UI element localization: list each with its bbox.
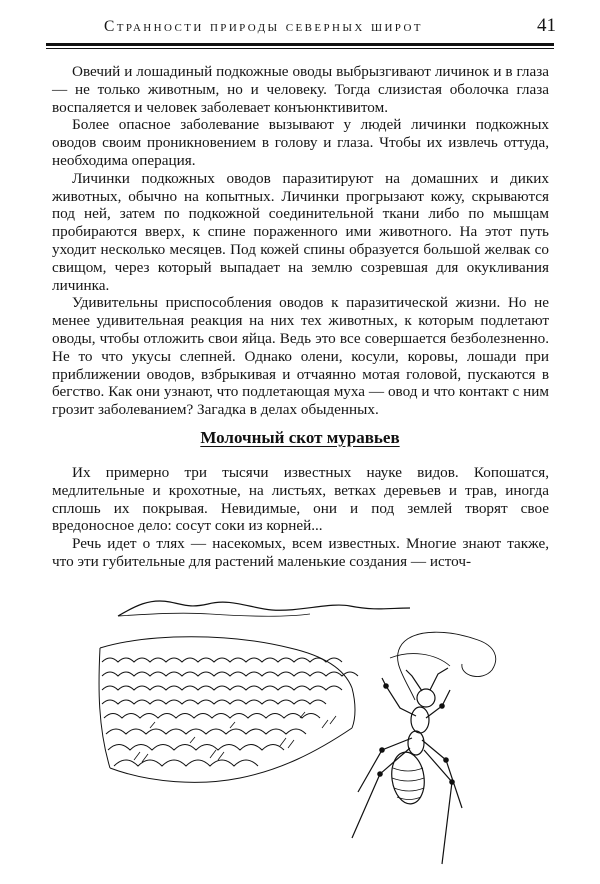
paragraph: Их примерно три тысячи известных науке видов. Копошатся, медлительные и крохотные, на листьях, ветках деревьев и трав, иногда сплошь их покрывая. Невидимые, они и под землей творят свое вредоносное дело: сосут соки из корней... (52, 464, 549, 535)
aphid-colony (99, 637, 358, 783)
section-heading-text: Молочный скот муравьев (200, 428, 400, 447)
header-rule-thin (46, 48, 554, 49)
section-text (52, 464, 549, 571)
paragraph: Овечий и лошадиный подкожные оводы выбрызгивают личинок и в глаза — не только животным, но и человеку. Тогда слизистая оболочка глаза воспаляется и человек заболевает конъюнктивитом. (52, 63, 549, 116)
header-rule-thick (46, 43, 554, 46)
paragraph: Удивительны приспособления оводов к паразитической жизни. Но не менее удивительная реакция на них тех животных, к которым подлетают оводы, чтобы отложить свои яйца. Ведь это все совершается безболезненно. Не то что укусы слепней. Однако олени, косули, коровы, лошади при приближении оводов, взбрыкивая и отчаянно мотая головой, пускаются в бегство. Как они узнают, что подлетающая муха — овод и что контакт с ним грозит заболеванием? Загадка в делах обыденных. (52, 294, 549, 419)
paragraph: Речь идет о тлях — насекомых, всем известных. Многие знают также, что эти губительные для растений маленькие создания — источ- (52, 535, 549, 570)
section-heading (0, 428, 600, 448)
running-title: Странности природы северных широт (104, 18, 423, 35)
flight-trail (398, 632, 496, 700)
running-header (44, 12, 556, 42)
paragraph: Более опасное заболевание вызывают у людей личинки подкожных оводов своим проникновением в голову и глаза. Чтобы их извлечь оттуда, необходима операция. (52, 116, 549, 169)
page-number: 41 (537, 15, 556, 36)
paragraph: Личинки подкожных оводов паразитируют на домашних и диких животных, обычно на копытных. Личинки прогрызают кожу, скрываются под ней, затем по подкожной соединительной ткани либо по мышцам пробираются вверх, к спине пораженного ими животного. На этот путь уходит несколько месяцев. Под кожей спины образуется большой желвак со свищом, через который выпадает на землю созревшая для окукливания личинка. (52, 169, 549, 294)
hills-outline (118, 613, 310, 616)
ant-and-aphids-illustration (90, 578, 570, 878)
flight-trail (390, 654, 450, 666)
ant-figure (352, 668, 462, 864)
main-text (52, 63, 549, 419)
